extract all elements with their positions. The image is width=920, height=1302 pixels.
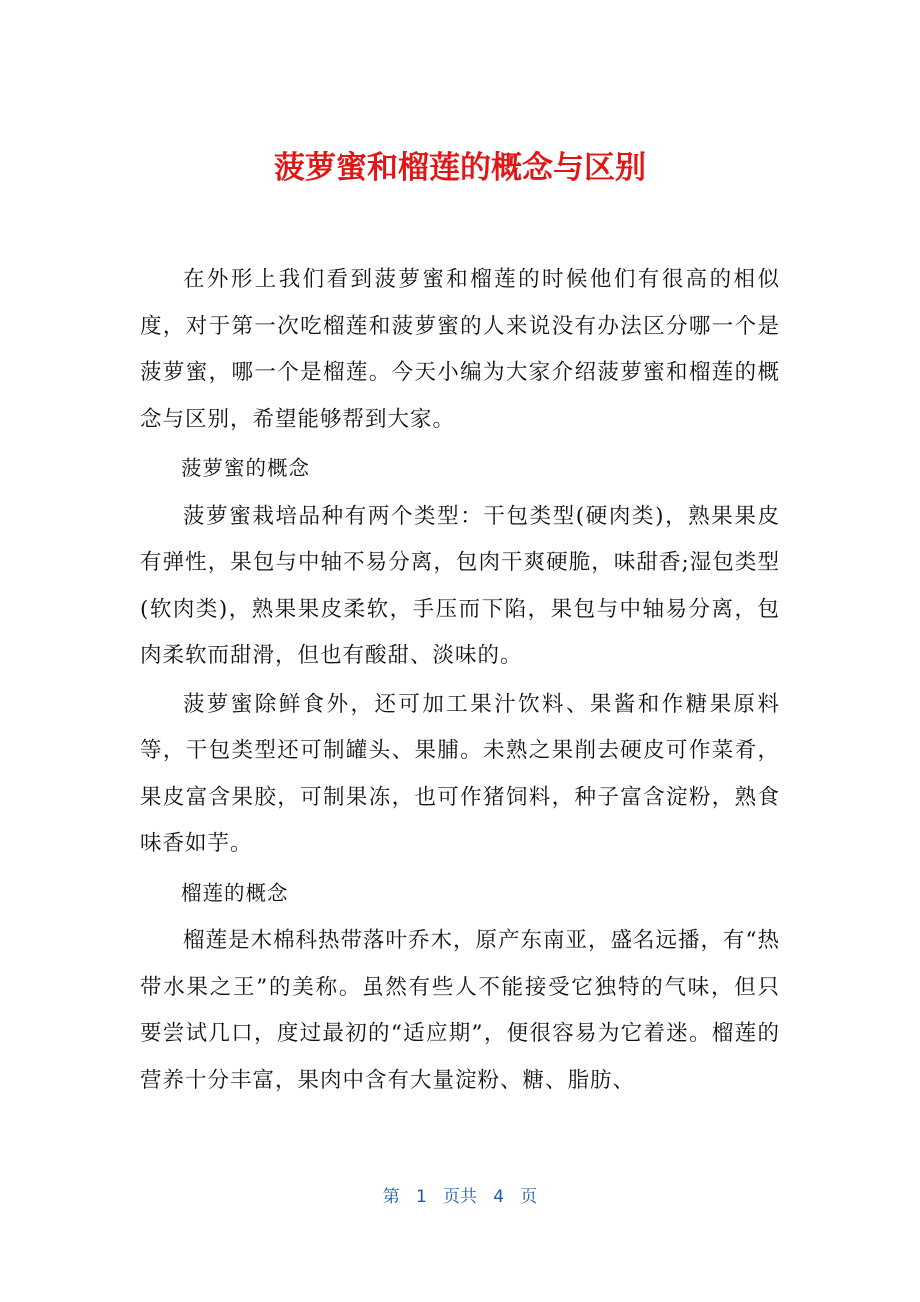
intro-paragraph: 在外形上我们看到菠萝蜜和榴莲的时候他们有很高的相似度，对于第一次吃榴莲和菠萝蜜的人来说没有办法区分哪一个是菠萝蜜，哪一个是榴莲。今天小编为大家介绍菠萝蜜和榴莲的概念与区别，希望能够帮到大家。	[140, 267, 780, 432]
durian-paragraph: 榴莲是木棉科热带落叶乔木，原产东南亚，盛名远播，有“热带水果之王”的美称。虽然有些人不能接受它独特的气味，但只要尝试几口，度过最初的“适应期”，便很容易为它着迷。榴莲的营养十分丰富，果肉中含有大量淀粉、糖、脂肪、	[140, 928, 780, 1093]
footer-total-pages: 4	[493, 1187, 505, 1207]
section-heading-jackfruit: 菠萝蜜的概念	[181, 456, 310, 480]
footer-middle: 页共	[443, 1187, 477, 1207]
document-body	[140, 257, 780, 1106]
jackfruit-uses-paragraph: 菠萝蜜除鲜食外，还可加工果汁饮料、果酱和作糖果原料等，干包类型还可制罐头、果脯。未熟之果削去硬皮可作菜肴，果皮富含果胶，可制果冻，也可作猪饲料，种子富含淀粉，熟食味香如芋。	[140, 691, 780, 856]
section-heading-durian: 榴莲的概念	[181, 880, 289, 905]
document-title: 菠萝蜜和榴莲的概念与区别	[274, 150, 646, 186]
jackfruit-varieties-paragraph: 菠萝蜜栽培品种有两个类型：干包类型(硬肉类)，熟果果皮有弹性，果包与中轴不易分离，包肉干爽硬脆，味甜香;湿包类型(软肉类)，熟果果皮柔软，手压而下陷，果包与中轴易分离，包肉柔软而甜滑，但也有酸甜、淡味的。	[140, 503, 780, 668]
page-footer	[0, 1184, 920, 1210]
footer-suffix: 页	[520, 1187, 538, 1207]
footer-page-number: 1	[415, 1187, 427, 1207]
footer-prefix: 第	[382, 1187, 400, 1207]
